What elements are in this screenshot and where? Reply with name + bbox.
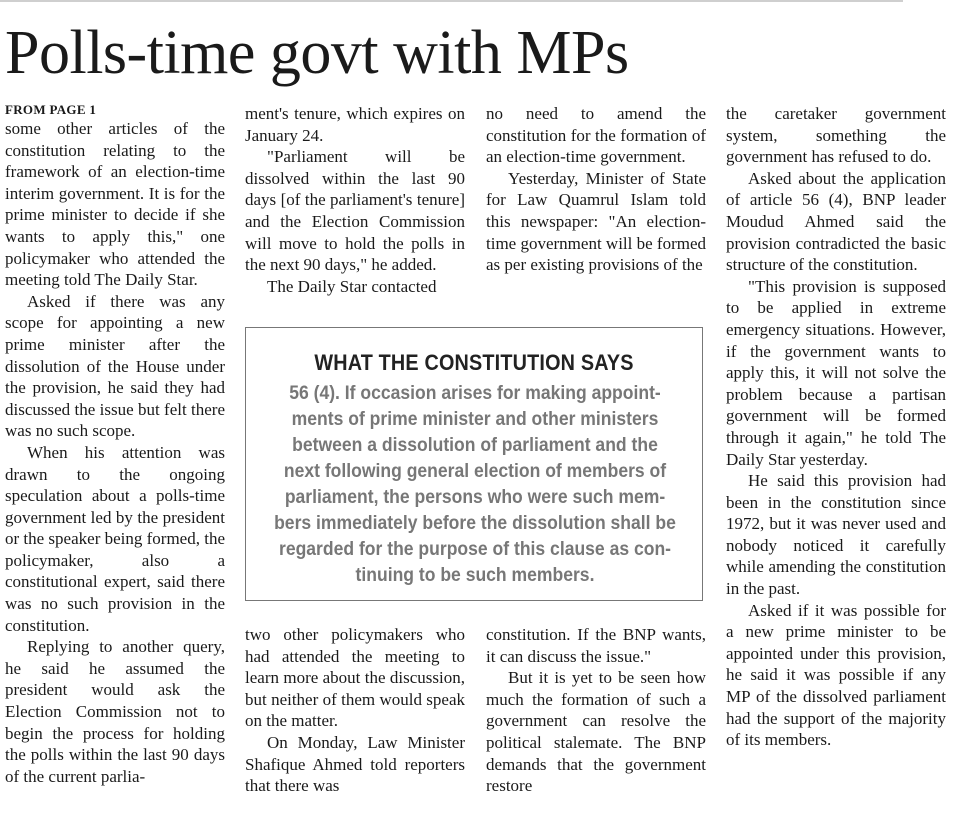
paragraph: two other policymakers who had attended the meeting to learn more about the discussion, but neither of them would speak on the matter. bbox=[245, 625, 465, 731]
column-4 bbox=[726, 103, 946, 813]
headline: Polls-time govt with MPs bbox=[5, 19, 629, 87]
paragraph: When his attention was drawn to the ongoing speculation about a polls-time government led by the president or the speaker being formed, the policymaker, also a constitutional expert, said there was no such provision in the constitution. bbox=[5, 442, 225, 635]
column-1 bbox=[5, 103, 225, 813]
from-page-label: FROM PAGE 1 bbox=[5, 103, 97, 117]
column-2-bottom bbox=[245, 624, 465, 813]
paragraph: "Parliament will be dissolved within the last 90 days [of the parliament's tenure] and the Election Commission will move to hold the polls in the next 90 days," he added. bbox=[245, 147, 465, 275]
paragraph: Asked if there was any scope for appointing a new prime minister after the dissolution of the House under the provision, he said they had discussed the issue but felt there was no such scope. bbox=[5, 291, 225, 441]
quote-line: parliament, the persons who were such mem- bbox=[284, 486, 666, 508]
paragraph: Yesterday, Minister of State for Law Quamrul Islam told this newspaper: "An election-time government will be formed as per existing provisions of the bbox=[486, 168, 706, 275]
callout-quote bbox=[268, 380, 682, 588]
paragraph: "This provision is supposed to be applied in extreme emergency situations. However, if the government wants to apply this, it will not solve the problem because a partisan government will be formed through it again," he told The Daily Star yesterday. bbox=[726, 276, 946, 469]
paragraph: On Monday, Law Minister Shafique Ahmed told reporters that there was bbox=[245, 732, 465, 796]
paragraph: ment's tenure, which expires on January 24. bbox=[245, 104, 465, 145]
paragraph: Asked about the application of article 56 (4), BNP leader Moudud Ahmed said the provision contradicted the basic structure of the constitution. bbox=[726, 168, 946, 275]
quote-line: tinuing to be such members. bbox=[355, 564, 595, 586]
paragraph: the caretaker government system, something the government has refused to do. bbox=[726, 104, 946, 167]
quote-line: between a dissolution of parliament and the bbox=[292, 434, 658, 456]
paragraph: But it is yet to be seen how much the formation of such a government can resolve the political stalemate. The BNP demands that the government restore bbox=[486, 668, 706, 796]
constitution-callout-box bbox=[245, 327, 703, 601]
quote-line: bers immediately before the dissolution shall be bbox=[274, 512, 676, 534]
paragraph: Asked if it was possible for a new prime minister to be appointed under this provision, he said it was possible if any MP of the dissolved parliament had the support of the majority of its members. bbox=[726, 600, 946, 750]
paragraph: Replying to another query, he said he assumed the president would ask the Election Commission not to begin the process for holding the polls within the last 90 days of the current parlia- bbox=[5, 637, 225, 786]
quote-line: next following general election of members of bbox=[283, 460, 667, 482]
quote-line: ments of prime minister and other ministers bbox=[291, 408, 659, 430]
callout-title: WHAT THE CONSTITUTION SAYS bbox=[314, 350, 634, 375]
paragraph: The Daily Star contacted bbox=[267, 276, 437, 296]
top-rule bbox=[0, 0, 903, 2]
paragraph: no need to amend the constitution for the formation of an election-time government. bbox=[486, 104, 706, 167]
column-3-bottom bbox=[486, 624, 706, 813]
quote-line: regarded for the purpose of this clause as con- bbox=[278, 538, 672, 560]
paragraph: constitution. If the BNP wants, it can discuss the issue." bbox=[486, 625, 706, 666]
paragraph: He said this provision had been in the constitution since 1972, but it was never used and nobody noticed it carefully while amending the constitution in the past. bbox=[726, 471, 946, 599]
quote-line: 56 (4). If occasion arises for making appoint- bbox=[289, 382, 661, 404]
column-3-top bbox=[486, 103, 706, 318]
column-2-top bbox=[245, 103, 465, 318]
paragraph: some other articles of the constitution relating to the framework of an election-time interim government. It is for the prime minister to decide if she wants to apply this," one policymaker who attended the meeting told The Daily Star. bbox=[5, 119, 225, 290]
